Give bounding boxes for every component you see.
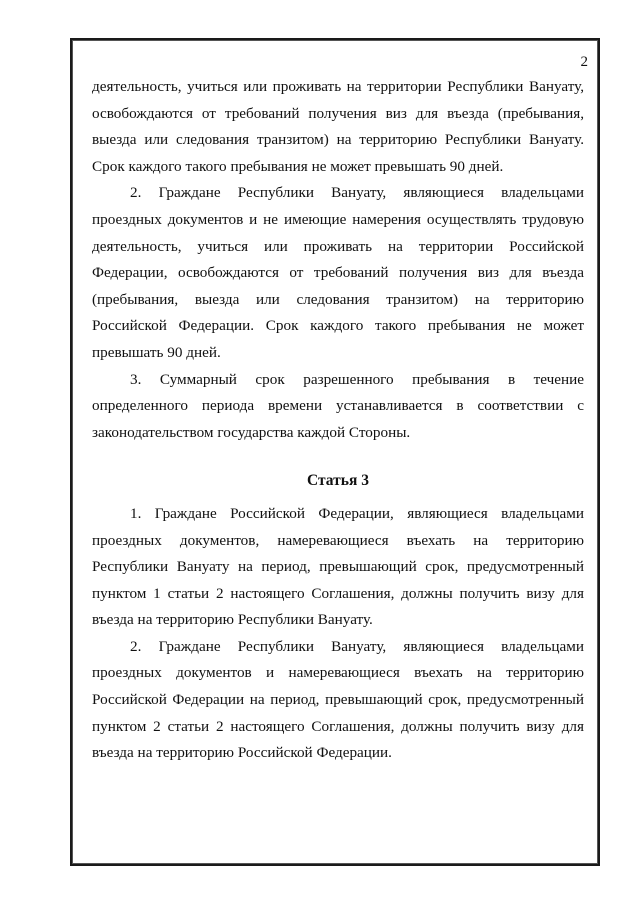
page-number: 2	[580, 54, 588, 70]
paragraph-continuation: деятельность, учиться или проживать на территории Республики Вануату, освобождаются от требований получения виз для въезда (пребывания, выезда или следования транзитом) на территорию Республики Вануату. Срок каждого такого пребывания не может превышать 90 дней.	[92, 78, 584, 175]
document-body	[92, 74, 584, 767]
paragraph-item-3: 3. Суммарный срок разрешенного пребывания в течение определенного периода времени устанавливается в соответствии с законодательством государства каждой Стороны.	[92, 370, 584, 441]
paragraph-item-2: 2. Граждане Республики Вануату, являющиеся владельцами проездных документов и не имеющие намерения осуществлять трудовую деятельность, учиться или проживать на территории Российской Федерации, освобождаются от требований получения виз для въезда (пребывания, выезда или следования транзитом) на территорию Российской Федерации. Срок каждого такого пребывания не может превышать 90 дней.	[92, 184, 584, 361]
article-paragraph-1: 1. Граждане Российской Федерации, являющиеся владельцами проездных документов, намеревающиеся въехать на территорию Республики Вануату на период, превышающий срок, предусмотренный пунктом 1 статьи 2 настоящего Соглашения, должны получить визу для въезда на территорию Республики Вануату.	[92, 504, 584, 629]
article-heading: Статья 3	[307, 472, 369, 490]
article-paragraph-2: 2. Граждане Республики Вануату, являющиеся владельцами проездных документов и намеревающиеся въехать на территорию Российской Федерации на период, превышающий срок, предусмотренный пунктом 2 статьи 2 настоящего Соглашения, должны получить визу для въезда на территорию Российской Федерации.	[92, 637, 584, 762]
